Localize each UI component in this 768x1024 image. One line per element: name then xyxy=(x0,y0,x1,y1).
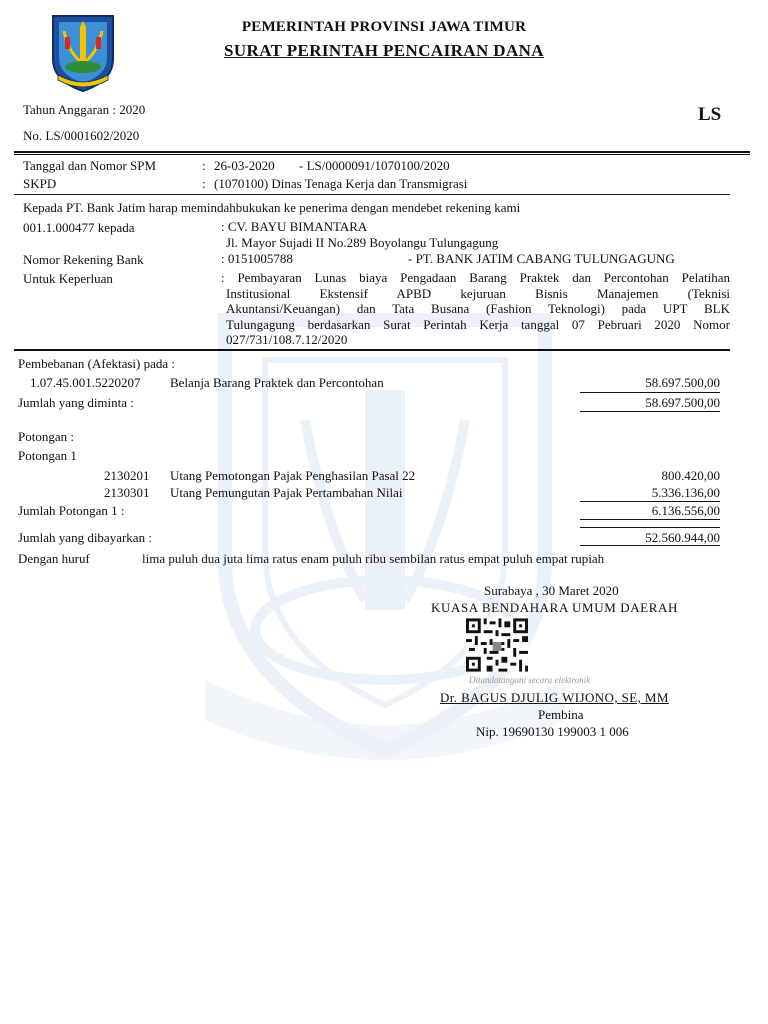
bank-account-label: Nomor Rekening Bank xyxy=(23,252,144,267)
spm-date: 26-03-2020 xyxy=(214,158,275,173)
purpose-line-4: Tulungagung berdasarkan Surat Perintah Kerja tanggal 07 Pebruari 2020 Nomor xyxy=(226,317,730,332)
payment-total-label: Jumlah yang dibayarkan : xyxy=(18,530,152,545)
spm-separator: : xyxy=(202,158,206,173)
deductions-heading: Potongan : xyxy=(18,429,74,444)
charge-amount: 58.697.500,00 xyxy=(645,375,720,390)
document-number: No. LS/0001602/2020 xyxy=(23,128,140,143)
skpd-label: SKPD xyxy=(23,176,57,191)
deduction-description-2: Utang Pemungutan Pajak Pertambahan Nilai xyxy=(170,485,403,500)
charges-subtotal-rule xyxy=(580,392,720,393)
charge-code: 1.07.45.001.5220207 xyxy=(30,375,141,390)
budget-year: Tahun Anggaran : 2020 xyxy=(23,102,146,117)
purpose-label: Untuk Keperluan xyxy=(23,271,113,286)
sign-place-date: Surabaya , 30 Maret 2020 xyxy=(484,583,619,598)
amount-in-words-label: Dengan huruf xyxy=(18,551,90,566)
deductions-total-amount: 6.136.556,00 xyxy=(651,503,720,518)
signatory-rank: Pembina xyxy=(538,707,584,722)
qr-code-icon xyxy=(466,618,528,672)
deduction-group-label: Potongan 1 xyxy=(18,448,77,463)
purpose-line-2: Institusional Ekstensif APBD kejuruan Bisnis Manajemen (Teknisi xyxy=(226,286,730,301)
deduction-description-1: Utang Pemotongan Pajak Penghasilan Pasal 22 xyxy=(170,468,416,483)
section-rule-2 xyxy=(14,349,730,351)
electronic-signature-note: Ditandatangani secara elektronik xyxy=(469,675,591,685)
purpose-line-3: Akuntansi/Keuangan) dan Tata Busana (Fashion Teknologi) pada UPT BLK xyxy=(226,301,730,316)
requested-total-amount: 58.697.500,00 xyxy=(645,395,720,410)
deduction-code-1: 2130201 xyxy=(104,468,150,483)
deduction-code-2: 2130301 xyxy=(104,485,150,500)
bank-name: - PT. BANK JATIM CABANG TULUNGAGUNG xyxy=(408,251,675,266)
sign-position: KUASA BENDAHARA UMUM DAERAH xyxy=(431,600,678,615)
signatory-name: Dr. BAGUS DJULIG WIJONO, SE, MM xyxy=(440,690,669,705)
charges-heading: Pembebanan (Afektasi) pada : xyxy=(18,356,176,371)
requested-total-rule xyxy=(580,411,720,412)
section-rule-1 xyxy=(14,194,730,195)
bank-account-number: : 0151005788 xyxy=(221,251,293,266)
spm-label: Tanggal dan Nomor SPM xyxy=(23,158,157,173)
transfer-instruction: Kepada PT. Bank Jatim harap memindahbukukan ke penerima dengan mendebet rekening kami xyxy=(23,200,521,215)
recipient-address: Jl. Mayor Sujadi II No.289 Boyolangu Tulungagung xyxy=(226,235,499,250)
deductions-total-rule xyxy=(580,519,720,520)
payment-total-amount: 52.560.944,00 xyxy=(645,530,720,545)
deductions-subtotal-rule xyxy=(580,501,720,502)
skpd-value: (1070100) Dinas Tenaga Kerja dan Transmigrasi xyxy=(214,176,468,191)
document-title: SURAT PERINTAH PENCAIRAN DANA xyxy=(224,41,544,60)
requested-total-label: Jumlah yang diminta : xyxy=(18,395,134,410)
signatory-nip: Nip. 19690130 199003 1 006 xyxy=(476,724,629,739)
deductions-total-label: Jumlah Potongan 1 : xyxy=(18,503,125,518)
source-account-label: 001.1.000477 kepada xyxy=(23,220,135,235)
skpd-separator: : xyxy=(202,176,206,191)
purpose-line-5: 027/731/108.7.12/2020 xyxy=(226,332,348,347)
deduction-amount-2: 5.336.136,00 xyxy=(651,485,720,500)
government-name: PEMERINTAH PROVINSI JAWA TIMUR xyxy=(241,19,527,35)
type-code-ls: LS xyxy=(698,104,722,125)
recipient-name: : CV. BAYU BIMANTARA xyxy=(221,219,368,234)
charge-description: Belanja Barang Praktek dan Percontohan xyxy=(170,375,384,390)
purpose-line-1: : Pembayaran Lunas biaya Pengadaan Barang Praktek dan Percontohan Pelatihan xyxy=(221,270,730,285)
top-rule-thick xyxy=(14,151,750,153)
payment-top-rule xyxy=(580,527,720,528)
top-rule-thin xyxy=(14,154,750,155)
amount-in-words: lima puluh dua juta lima ratus enam puluh ribu sembilan ratus empat puluh empat rupiah xyxy=(142,551,605,566)
deduction-amount-1: 800.420,00 xyxy=(661,468,720,483)
spm-number: - LS/0000091/1070100/2020 xyxy=(299,158,450,173)
payment-total-rule xyxy=(580,545,720,546)
